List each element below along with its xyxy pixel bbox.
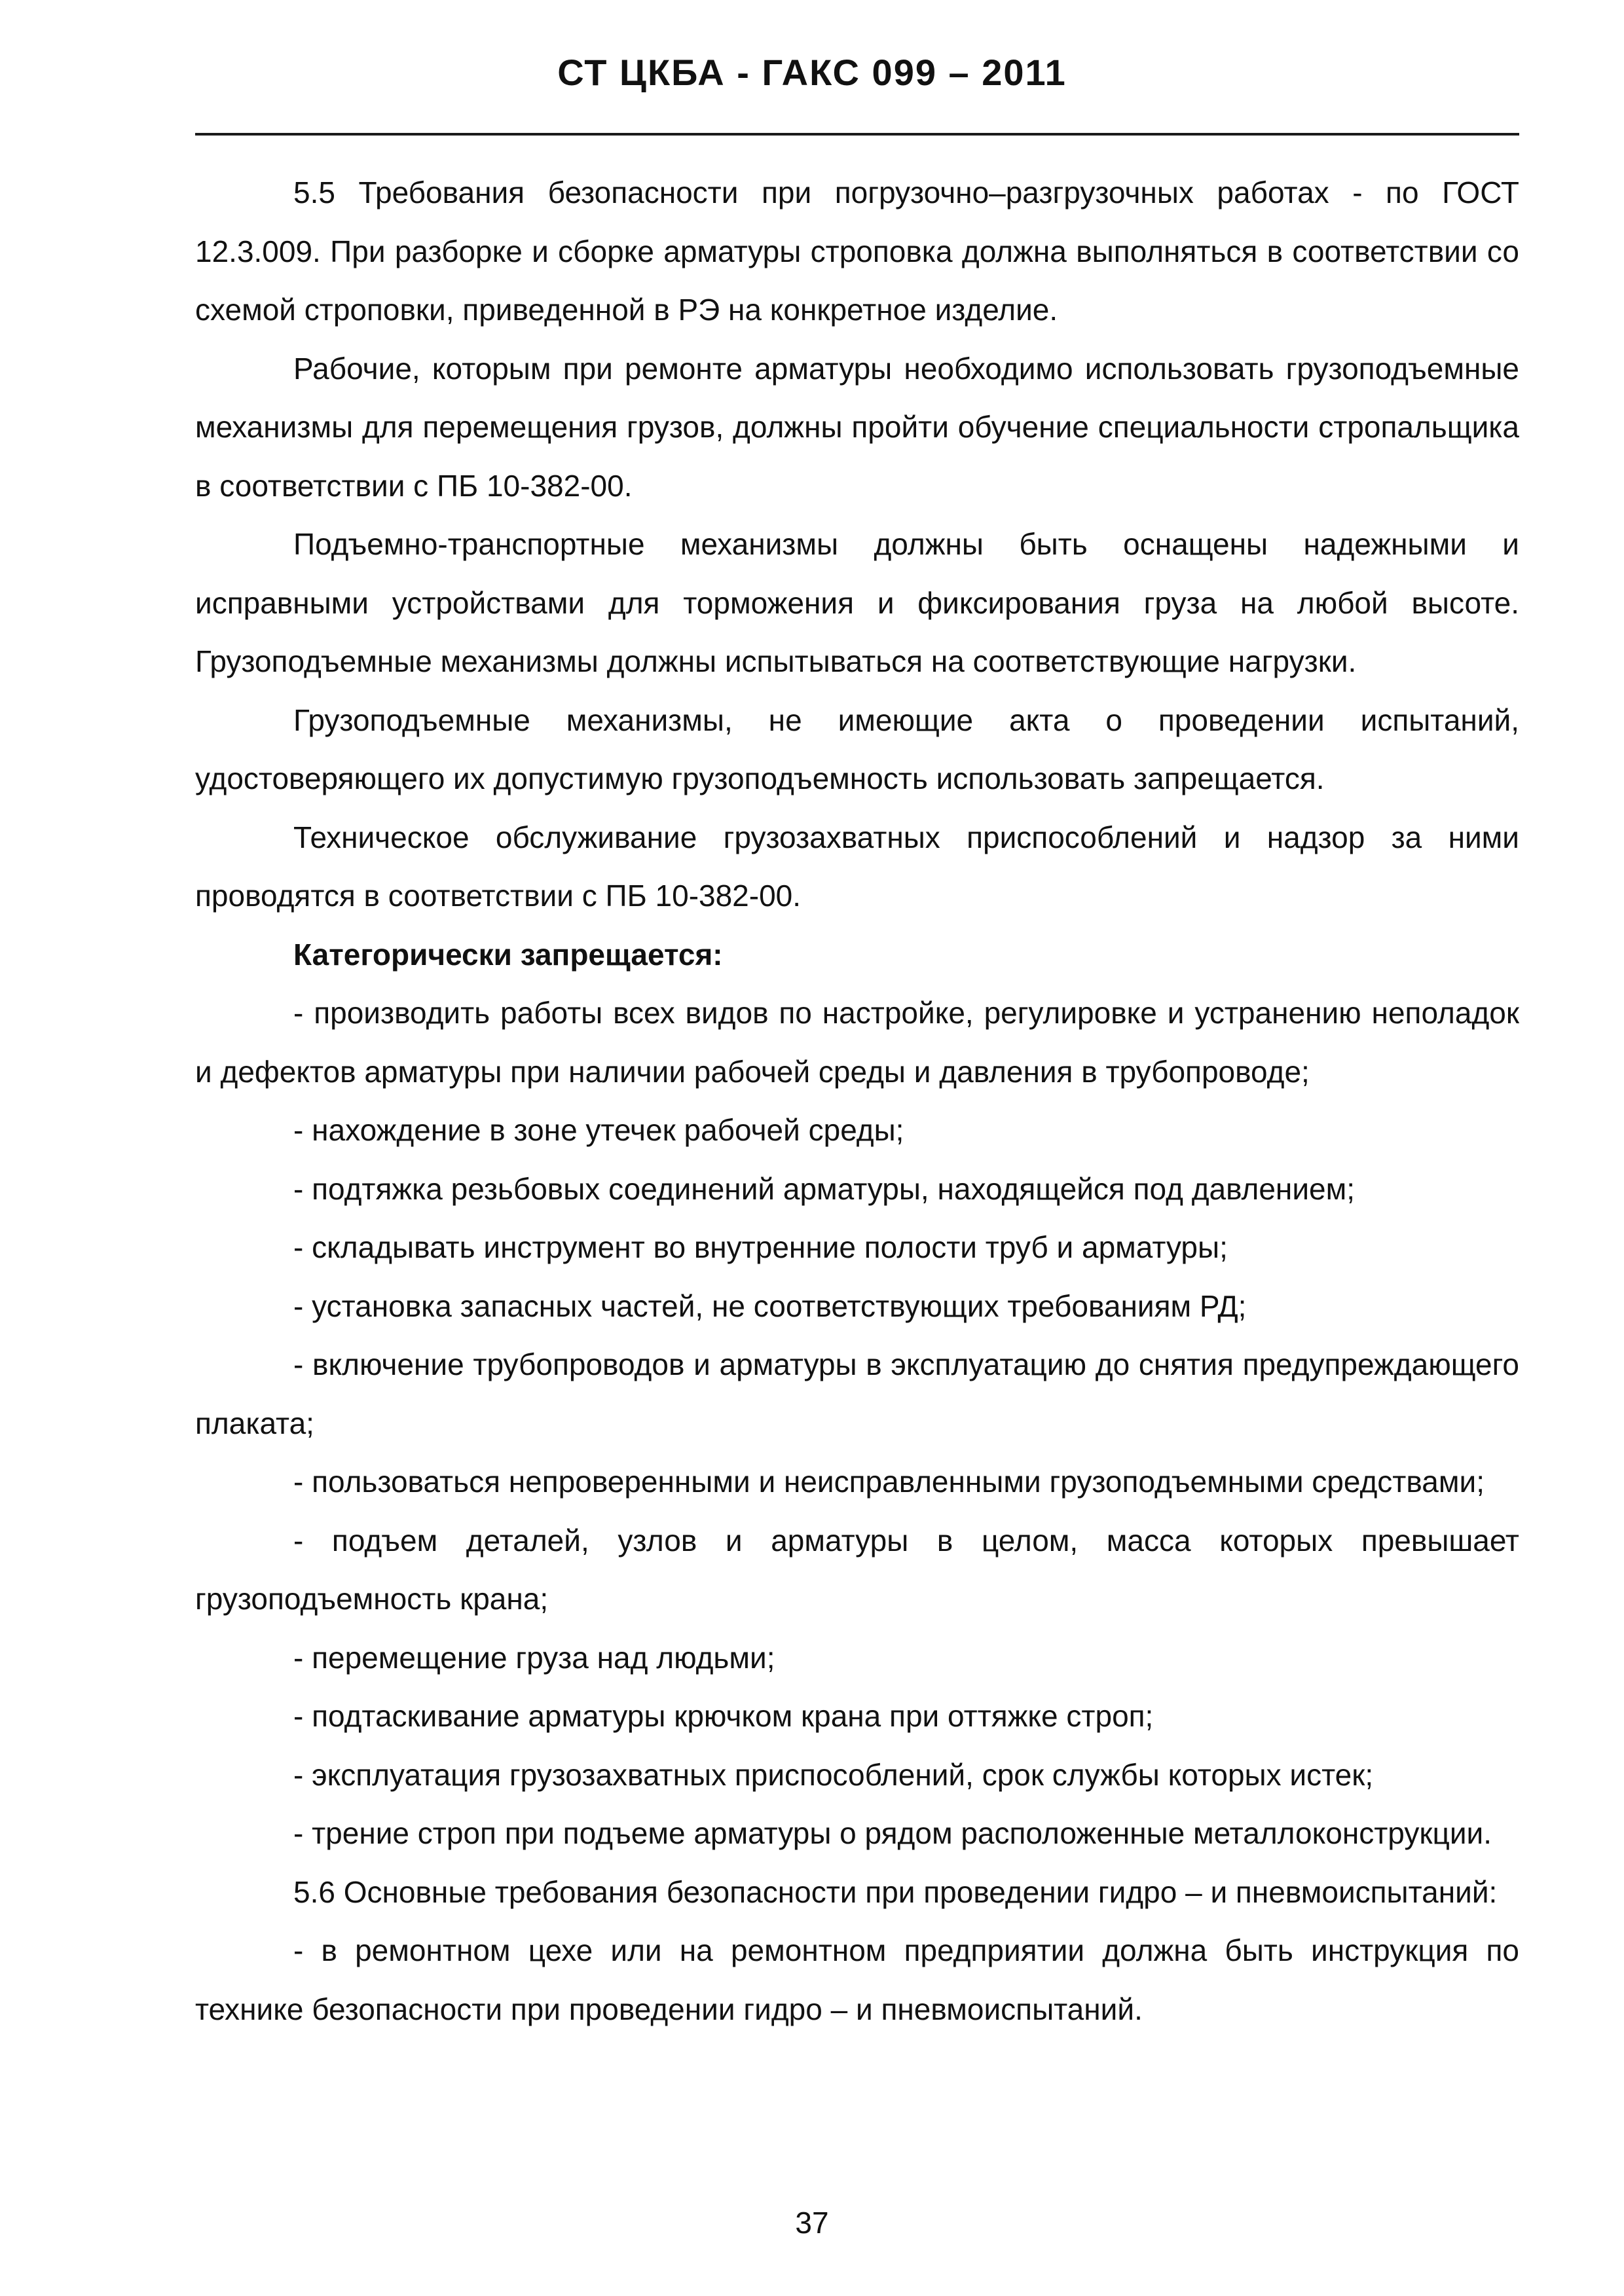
paragraph-workers-training: Рабочие, которым при ремонте арматуры необходимо использовать грузоподъемные механизмы для перемещения грузов, должны пройти обучение специальности стропальщика в соответствии с ПБ 10-382-00. [195,351,1519,503]
prohibited-item: - подтяжка резьбовых соединений арматуры, находящейся под давлением; [293,1171,1356,1206]
prohibited-item: - подъем деталей, узлов и арматуры в целом, масса которых превышает грузоподъемность крана; [195,1523,1519,1616]
prohibited-item: - нахождение в зоне утечек рабочей среды; [293,1113,904,1147]
prohibited-item: - трение строп при подъеме арматуры о рядом расположенные металлоконструкции. [293,1816,1492,1850]
paragraph-maintenance: Техническое обслуживание грузозахватных приспособлений и надзор за ними проводятся в соответствии с ПБ 10-382-00. [195,820,1519,913]
paragraph-test-certificate: Грузоподъемные механизмы, не имеющие акта о проведении испытаний, удостоверяющего их допустимую грузоподъемность использовать запрещается. [195,702,1519,795]
document-header-title: СТ ЦКБА - ГАКС 099 – 2011 [557,52,1067,93]
prohibited-item: - включение трубопроводов и арматуры в эксплуатацию до снятия предупреждающего плаката; [195,1347,1519,1440]
prohibited-item: - эксплуатация грузозахватных приспособлений, срок службы которых истек; [293,1757,1374,1792]
prohibited-item: - складывать инструмент во внутренние полости труб и арматуры; [293,1230,1228,1264]
paragraph-5-6: 5.6 Основные требования безопасности при проведении гидро – и пневмоиспытаний: [293,1874,1498,1909]
prohibited-item: - перемещение груза над людьми; [293,1640,775,1675]
prohibited-item: - установка запасных частей, не соответствующих требованиям РД; [293,1288,1247,1323]
paragraph-lifting-equipment: Подъемно-транспортные механизмы должны быть оснащены надежными и исправными устройствами для торможения и фиксирования груза на любой высоте. Грузоподъемные механизмы должны испытываться на соответствующие нагрузки. [195,527,1519,678]
prohibited-item: - подтаскивание арматуры крючком крана при оттяжке строп; [293,1699,1154,1733]
document-body [195,164,1519,2039]
section-5-6-item: - в ремонтном цехе или на ремонтном предприятии должна быть инструкция по технике безопасности при проведении гидро – и пневмоиспытаний. [195,1933,1519,2026]
page-number: 37 [795,2206,829,2240]
prohibited-item: - пользоваться непроверенными и неисправленными грузоподъемными средствами; [293,1465,1485,1499]
prohibited-heading: Категорически запрещается: [293,937,723,972]
paragraph-5-5: 5.5 Требования безопасности при погрузочно–разгрузочных работах - по ГОСТ 12.3.009. При разборке и сборке арматуры строповка должна выполняться в соответствии со схемой строповки, приведенной в РЭ на конкретное изделие. [195,175,1519,327]
header-divider [195,133,1519,136]
prohibited-item: - производить работы всех видов по настройке, регулировке и устранению неполадок и дефектов арматуры при наличии рабочей среды и давления в трубопроводе; [195,996,1519,1089]
